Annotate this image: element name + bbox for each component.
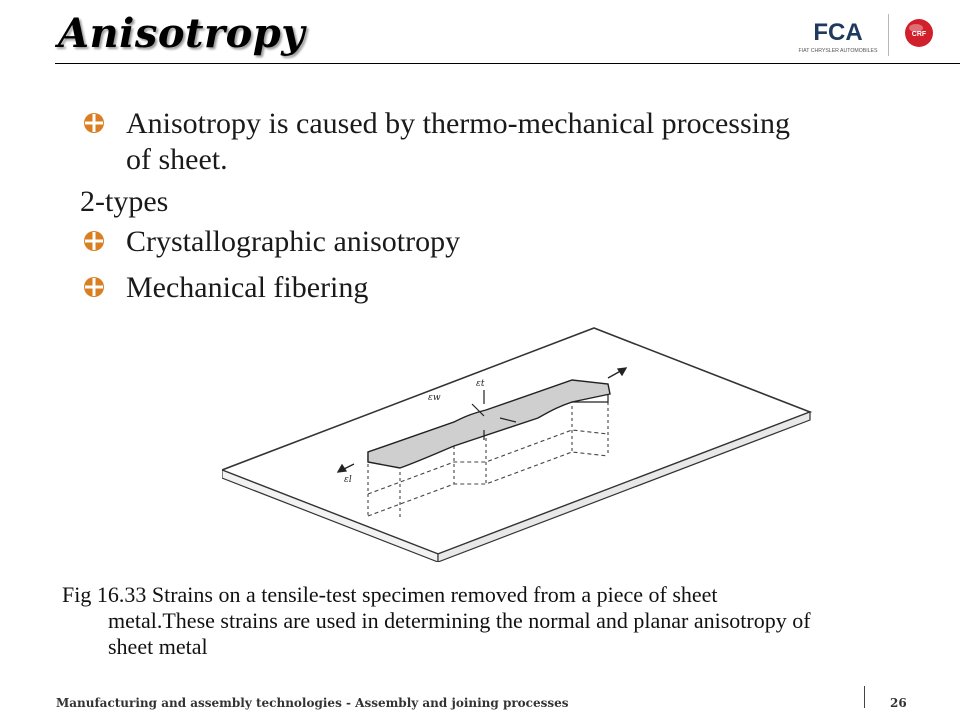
footer-separator (864, 686, 865, 708)
title-divider (55, 63, 960, 64)
page-number: 26 (890, 696, 907, 710)
sheet-plate (222, 328, 810, 554)
figure-caption (62, 582, 932, 660)
bullet-list (80, 106, 920, 306)
slide-title: Anisotropy (58, 10, 305, 57)
footer-course-title: Manufacturing and assembly technologies - Assembly and joining processes (56, 696, 569, 710)
caption-line-2: metal.These strains are used in determining the normal and planar anisotropy of (108, 608, 811, 633)
bullet-icon (83, 230, 105, 252)
crf-logo (903, 17, 935, 49)
bullet-item (80, 270, 920, 306)
fca-logo (792, 14, 884, 56)
bullet-text: Mechanical fibering (126, 271, 369, 304)
thickness-strain-label: εt (476, 379, 485, 389)
plain-line (80, 184, 920, 220)
length-strain-label: εl (344, 475, 352, 485)
types-label: 2-types (80, 185, 169, 218)
bullet-text: Crystallographic anisotropy (126, 225, 461, 258)
bullet-item (80, 224, 920, 260)
bullet-icon (83, 112, 105, 134)
caption-line-3: sheet metal (108, 634, 208, 659)
caption-line-1: Fig 16.33 Strains on a tensile-test specimen removed from a piece of sheet (62, 582, 718, 607)
tensile-specimen-figure (222, 322, 814, 562)
crf-logo-text: CRF (911, 31, 927, 38)
bullet-icon (83, 276, 105, 298)
bullet-item (80, 106, 920, 178)
logo-separator (888, 14, 889, 56)
bullet-text-continuation: of sheet. (126, 143, 228, 176)
bullet-text: Anisotropy is caused by thermo-mechanical processing (126, 107, 790, 140)
fca-logo-subtext: FIAT CHRYSLER AUTOMOBILES (798, 48, 878, 54)
fca-logo-text: FCA (813, 19, 863, 46)
width-strain-label: εw (428, 393, 441, 403)
